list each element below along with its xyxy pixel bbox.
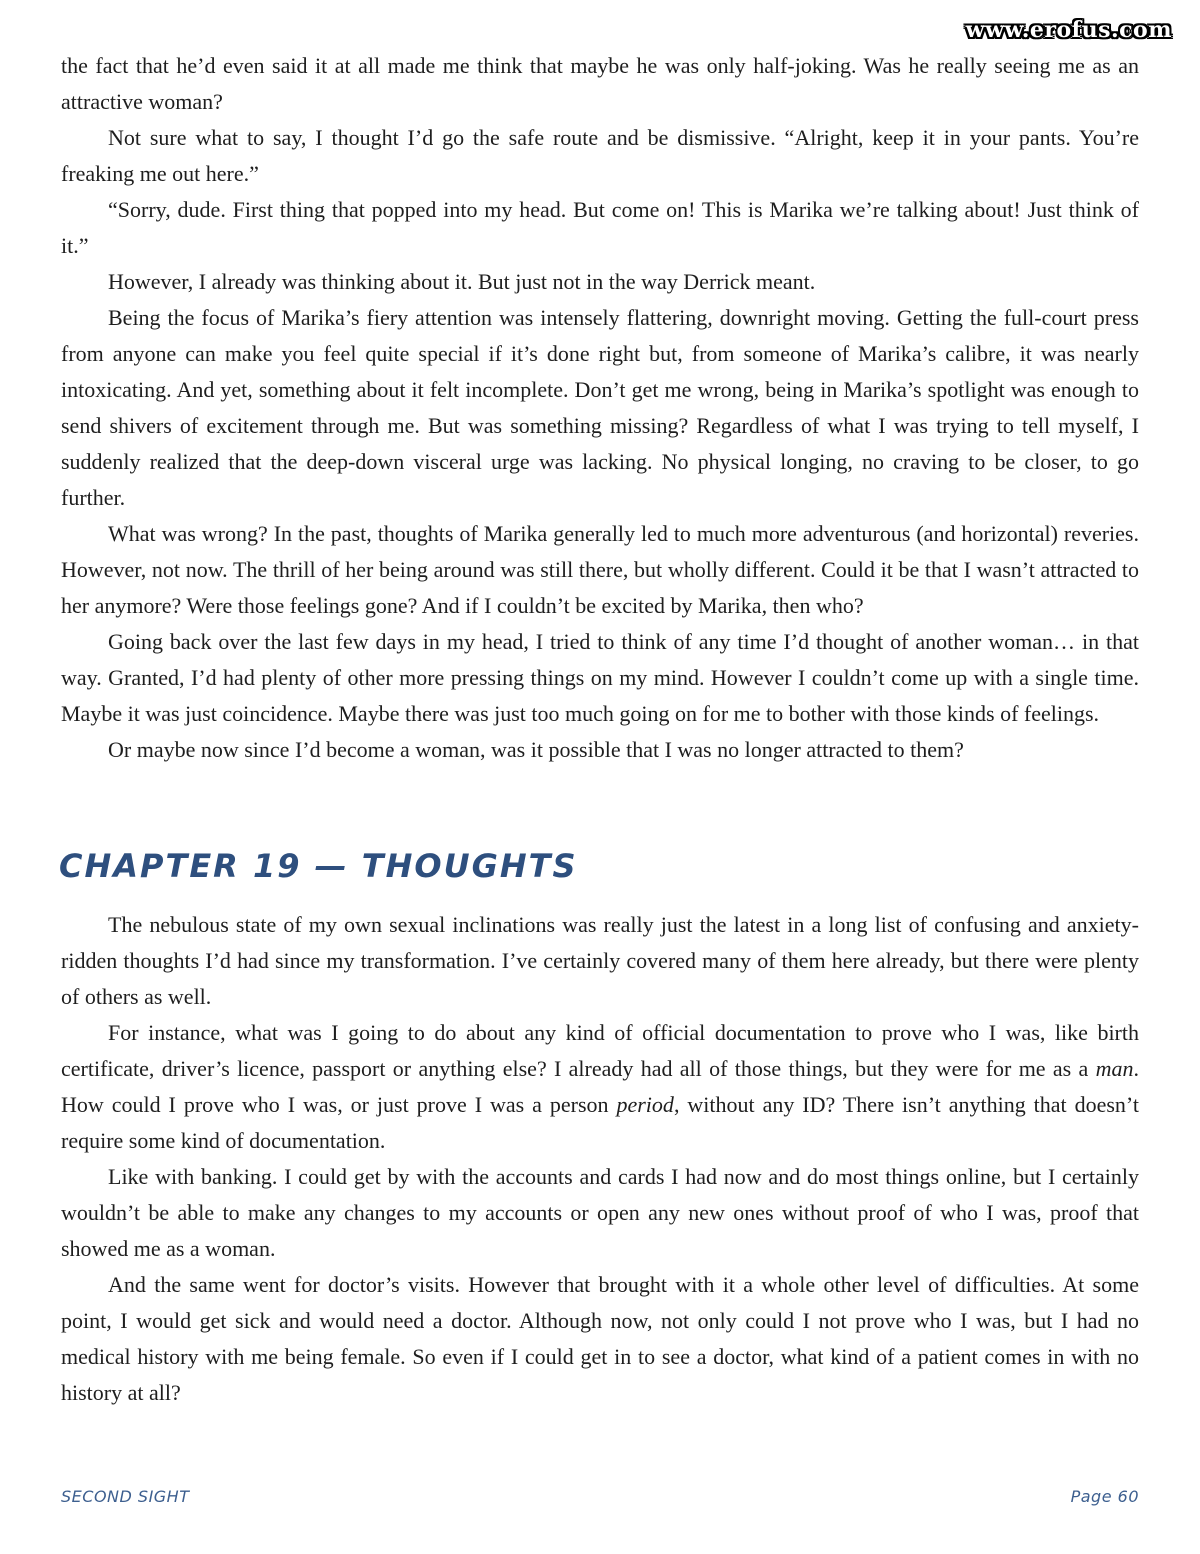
paragraph: Being the focus of Marika’s fiery attention was intensely flattering, downright moving. Getting the full-court press from anyone can make you feel quite special if it’s done right but, from someone of Marika’s calibre, it was nearly intoxicating. And yet, something about it felt incomplete. Don’t get me wrong, being in Marika’s spotlight was enough to send shivers of excitement through me. But was something missing? Regardless of what I was trying to tell myself, I suddenly realized that the deep-down visceral urge was lacking. No physical longing, no craving to be closer, to go further.: [61, 305, 1139, 510]
chapter-heading: CHAPTER 19 — THOUGHTS: [59, 847, 578, 885]
watermark: www.erofus.com: [965, 17, 1172, 43]
emphasis-text: period: [616, 1092, 674, 1117]
paragraph: Or maybe now since I’d become a woman, was it possible that I was no longer attracted to them?: [108, 737, 964, 762]
paragraph: Like with banking. I could get by with the accounts and cards I had now and do most things online, but I certainly wouldn’t be able to make any changes to my accounts or open any new ones without proof of who I was, proof that showed me as a woman.: [61, 1164, 1139, 1261]
paragraph: The nebulous state of my own sexual inclinations was really just the latest in a long list of confusing and anxiety-ridden thoughts I’d had since my transformation. I’ve certainly covered many of them here already, but there were plenty of others as well.: [61, 912, 1139, 1009]
paragraph: However, I already was thinking about it. But just not in the way Derrick meant.: [108, 269, 816, 294]
section-before-chapter: [61, 48, 1139, 768]
paragraph: Not sure what to say, I thought I’d go the safe route and be dismissive. “Alright, keep it in your pants. You’re freaking me out here.”: [61, 125, 1139, 186]
paragraph-text: . How could I prove who I was, or just prove I was a person: [61, 1056, 1139, 1117]
chapter-body: [61, 907, 1139, 1411]
paragraph: Going back over the last few days in my head, I tried to think of any time I’d thought of another woman… in that way. Granted, I’d had plenty of other more pressing things on my mind. However I couldn’t come up with a single time. Maybe it was just coincidence. Maybe there was just too much going on for me to bother with those kinds of feelings.: [61, 629, 1139, 726]
paragraph: [61, 1015, 1139, 1159]
emphasis-text: man: [1095, 1056, 1134, 1081]
paragraph: What was wrong? In the past, thoughts of Marika generally led to much more adventurous (and horizontal) reveries. However, not now. The thrill of her being around was still there, but wholly different. Could it be that I wasn’t attracted to her anymore? Were those feelings gone? And if I couldn’t be excited by Marika, then who?: [61, 521, 1139, 618]
paragraph: “Sorry, dude. First thing that popped into my head. But come on! This is Marika we’re talking about! Just think of it.”: [61, 197, 1139, 258]
paragraph-text: For instance, what was I going to do about any kind of official documentation to prove who I was, like birth certificate, driver’s licence, passport or anything else? I already had all of those things, but they were for me as a: [61, 1020, 1139, 1081]
paragraph-continued: the fact that he’d even said it at all made me think that maybe he was only half-joking. Was he really seeing me as an attractive woman?: [61, 53, 1139, 114]
paragraph-text: , without any ID? There isn’t anything that doesn’t require some kind of documentation.: [61, 1092, 1139, 1153]
paragraph: And the same went for doctor’s visits. However that brought with it a whole other level of difficulties. At some point, I would get sick and would need a doctor. Although now, not only could I not prove who I was, but I had no medical history with me being female. So even if I could get in to see a doctor, what kind of a patient comes in with no history at all?: [61, 1272, 1139, 1405]
footer-page-number: Page 60: [1070, 1487, 1139, 1506]
footer-book-title: SECOND SIGHT: [61, 1487, 190, 1506]
